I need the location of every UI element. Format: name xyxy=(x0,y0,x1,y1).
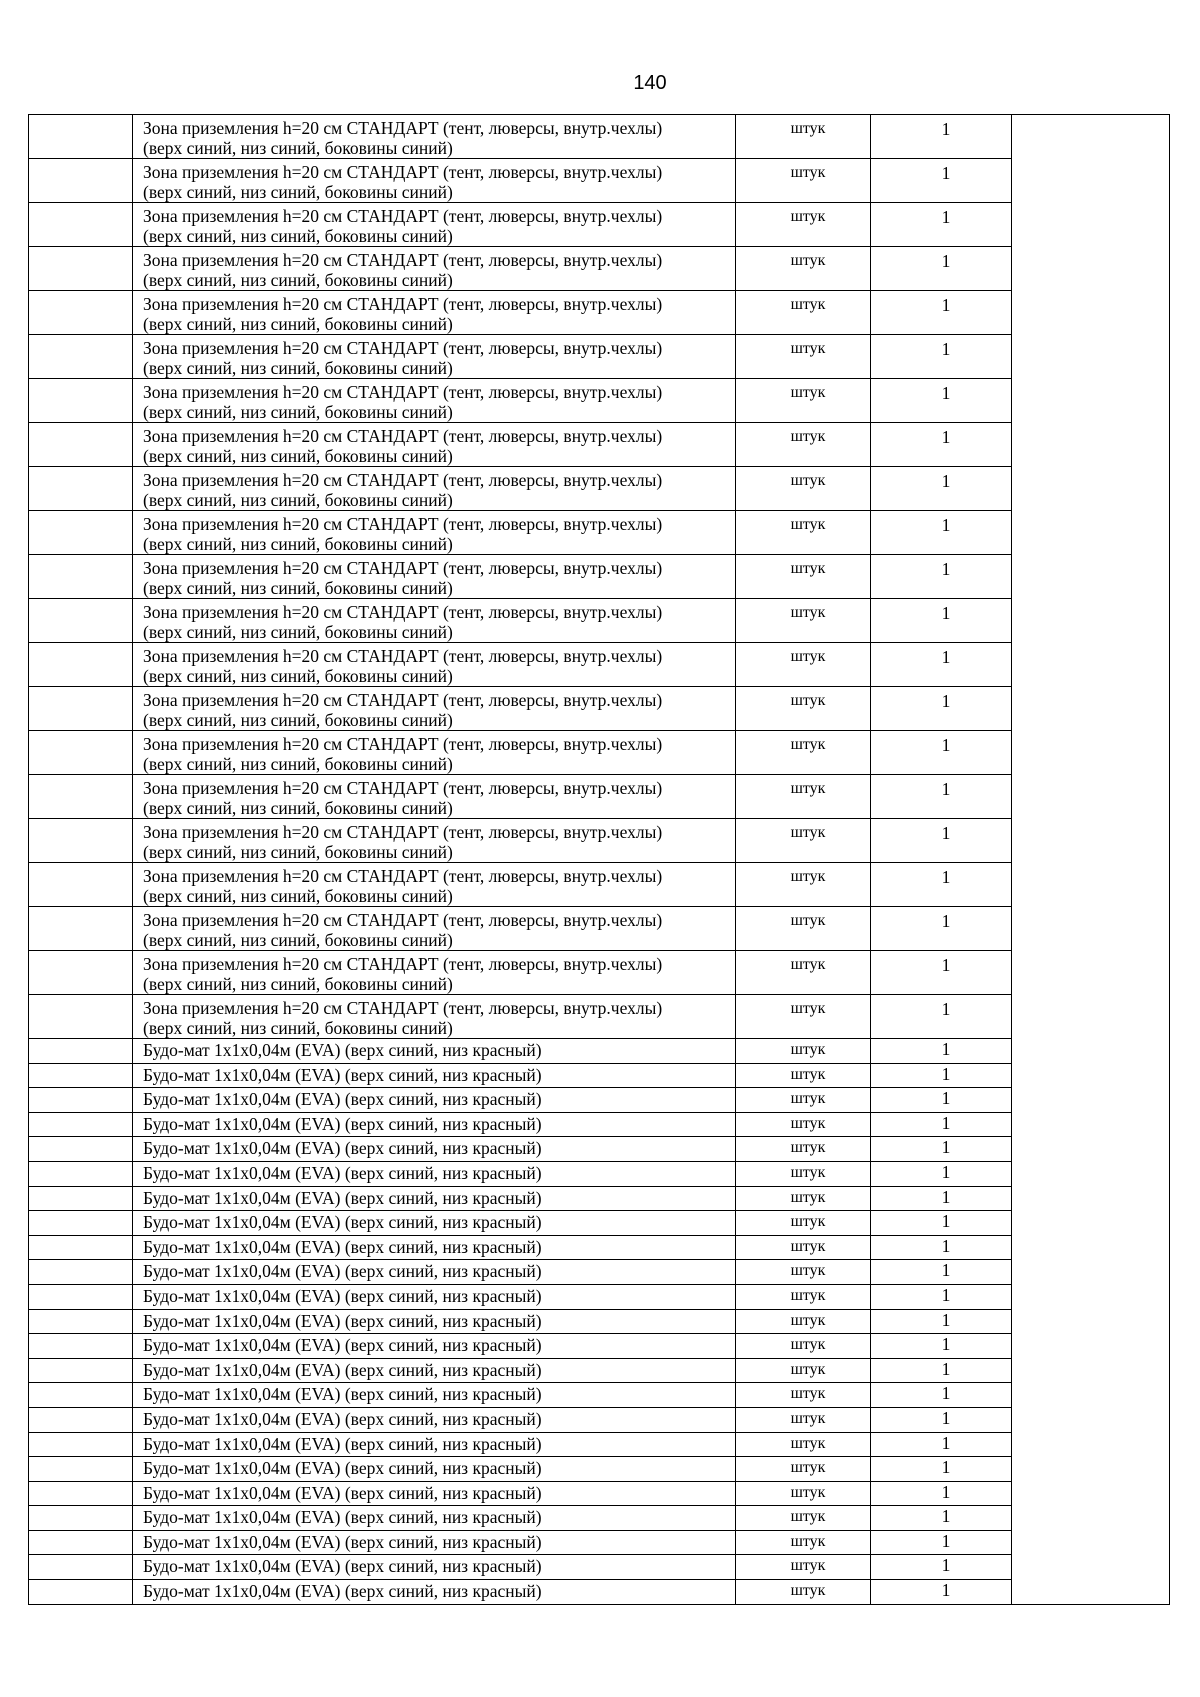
item-name-line-2: (верх синий, низ синий, боковины синий) xyxy=(143,710,453,730)
row-number-cell xyxy=(29,1088,133,1113)
item-name: Будо-мат 1x1x0,04м (EVA) (верх синий, низ красный) xyxy=(143,1384,542,1405)
note-cell xyxy=(1012,115,1170,1605)
item-name-cell xyxy=(133,863,736,907)
row-number-cell xyxy=(29,379,133,423)
item-name: Будо-мат 1x1x0,04м (EVA) (верх синий, низ красный) xyxy=(143,1064,542,1085)
unit-cell: штук xyxy=(736,599,871,643)
table-row xyxy=(29,1284,1170,1309)
table-row xyxy=(29,1383,1170,1408)
item-name-line-1: Зона приземления h=20 см СТАНДАРТ (тент, люверсы, внутр.чехлы) xyxy=(143,338,663,358)
item-name-cell xyxy=(133,1358,736,1383)
table-row xyxy=(29,115,1170,159)
item-name-cell xyxy=(133,731,736,775)
unit-cell: штук xyxy=(736,687,871,731)
item-name-line-2: (верх синий, низ синий, боковины синий) xyxy=(143,842,453,862)
item-name-line-1: Зона приземления h=20 см СТАНДАРТ (тент, люверсы, внутр.чехлы) xyxy=(143,646,663,666)
item-name-line-2: (верх синий, низ синий, боковины синий) xyxy=(143,138,453,158)
unit-cell: штук xyxy=(736,1235,871,1260)
row-number-cell xyxy=(29,1358,133,1383)
row-number-cell xyxy=(29,1334,133,1359)
unit-cell: штук xyxy=(736,643,871,687)
quantity-cell: 1 xyxy=(871,1186,1012,1211)
item-name-cell xyxy=(133,1186,736,1211)
table-row xyxy=(29,687,1170,731)
quantity-cell: 1 xyxy=(871,467,1012,511)
item-name-cell xyxy=(133,1530,736,1555)
item-name-cell xyxy=(133,379,736,423)
unit-cell: штук xyxy=(736,1186,871,1211)
item-name-line-1: Зона приземления h=20 см СТАНДАРТ (тент, люверсы, внутр.чехлы) xyxy=(143,382,663,402)
item-name-cell xyxy=(133,1555,736,1580)
item-name-line-1: Зона приземления h=20 см СТАНДАРТ (тент, люверсы, внутр.чехлы) xyxy=(143,602,663,622)
unit-cell: штук xyxy=(736,1039,871,1064)
item-name-line-2: (верх синий, низ синий, боковины синий) xyxy=(143,402,453,422)
unit-cell: штук xyxy=(736,203,871,247)
item-name: Будо-мат 1x1x0,04м (EVA) (верх синий, низ красный) xyxy=(143,1482,542,1503)
unit-cell: штук xyxy=(736,1383,871,1408)
item-name: Будо-мат 1x1x0,04м (EVA) (верх синий, низ красный) xyxy=(143,1236,542,1257)
item-name: Будо-мат 1x1x0,04м (EVA) (верх синий, низ красный) xyxy=(143,1089,542,1110)
table-row xyxy=(29,1137,1170,1162)
row-number-cell xyxy=(29,1506,133,1531)
quantity-cell: 1 xyxy=(871,643,1012,687)
row-number-cell xyxy=(29,819,133,863)
unit-cell: штук xyxy=(736,335,871,379)
quantity-cell: 1 xyxy=(871,1088,1012,1113)
item-name-cell xyxy=(133,1088,736,1113)
item-name-cell xyxy=(133,1580,736,1605)
item-name: Будо-мат 1x1x0,04м (EVA) (верх синий, низ красный) xyxy=(143,1138,542,1159)
table-row xyxy=(29,1063,1170,1088)
quantity-cell: 1 xyxy=(871,731,1012,775)
row-number-cell xyxy=(29,1407,133,1432)
item-name-line-1: Зона приземления h=20 см СТАНДАРТ (тент, люверсы, внутр.чехлы) xyxy=(143,470,663,490)
quantity-cell: 1 xyxy=(871,423,1012,467)
quantity-cell: 1 xyxy=(871,1284,1012,1309)
item-name-cell xyxy=(133,995,736,1039)
quantity-cell: 1 xyxy=(871,379,1012,423)
unit-cell: штук xyxy=(736,1506,871,1531)
item-name-line-1: Зона приземления h=20 см СТАНДАРТ (тент, люверсы, внутр.чехлы) xyxy=(143,822,663,842)
item-name-line-2: (верх синий, низ синий, боковины синий) xyxy=(143,490,453,510)
row-number-cell xyxy=(29,555,133,599)
table-row xyxy=(29,1211,1170,1236)
row-number-cell xyxy=(29,115,133,159)
unit-cell: штук xyxy=(736,1260,871,1285)
item-name-cell xyxy=(133,115,736,159)
row-number-cell xyxy=(29,643,133,687)
quantity-cell: 1 xyxy=(871,1112,1012,1137)
table-row xyxy=(29,1260,1170,1285)
quantity-cell: 1 xyxy=(871,1260,1012,1285)
quantity-cell: 1 xyxy=(871,599,1012,643)
row-number-cell xyxy=(29,335,133,379)
table-row xyxy=(29,731,1170,775)
item-name: Будо-мат 1x1x0,04м (EVA) (верх синий, низ красный) xyxy=(143,1359,542,1380)
item-name-cell xyxy=(133,1309,736,1334)
table-body xyxy=(29,115,1170,1605)
item-name-line-1: Зона приземления h=20 см СТАНДАРТ (тент, люверсы, внутр.чехлы) xyxy=(143,954,663,974)
item-name-line-1: Зона приземления h=20 см СТАНДАРТ (тент, люверсы, внутр.чехлы) xyxy=(143,910,663,930)
table-row xyxy=(29,1407,1170,1432)
item-name-line-1: Зона приземления h=20 см СТАНДАРТ (тент, люверсы, внутр.чехлы) xyxy=(143,206,663,226)
item-name: Будо-мат 1x1x0,04м (EVA) (верх синий, низ красный) xyxy=(143,1556,542,1577)
unit-cell: штук xyxy=(736,1481,871,1506)
table-row xyxy=(29,1112,1170,1137)
item-name-cell xyxy=(133,291,736,335)
item-name-line-2: (верх синий, низ синий, боковины синий) xyxy=(143,666,453,686)
item-name-cell xyxy=(133,1260,736,1285)
quantity-cell: 1 xyxy=(871,335,1012,379)
item-name-cell xyxy=(133,1334,736,1359)
item-name-line-2: (верх синий, низ синий, боковины синий) xyxy=(143,974,453,994)
quantity-cell: 1 xyxy=(871,511,1012,555)
table-row xyxy=(29,1432,1170,1457)
row-number-cell xyxy=(29,1383,133,1408)
row-number-cell xyxy=(29,1530,133,1555)
unit-cell: штук xyxy=(736,1555,871,1580)
item-name-cell xyxy=(133,1137,736,1162)
table-row xyxy=(29,1309,1170,1334)
row-number-cell xyxy=(29,423,133,467)
unit-cell: штук xyxy=(736,115,871,159)
unit-cell: штук xyxy=(736,1457,871,1482)
item-name: Будо-мат 1x1x0,04м (EVA) (верх синий, низ красный) xyxy=(143,1531,542,1552)
unit-cell: штук xyxy=(736,1580,871,1605)
item-name-cell xyxy=(133,1432,736,1457)
unit-cell: штук xyxy=(736,819,871,863)
item-name-cell xyxy=(133,511,736,555)
quantity-cell: 1 xyxy=(871,1407,1012,1432)
item-name-cell xyxy=(133,247,736,291)
row-number-cell xyxy=(29,511,133,555)
table-row xyxy=(29,423,1170,467)
item-name-cell xyxy=(133,1284,736,1309)
item-name-line-1: Зона приземления h=20 см СТАНДАРТ (тент, люверсы, внутр.чехлы) xyxy=(143,734,663,754)
equipment-table xyxy=(28,114,1170,1605)
item-name-line-2: (верх синий, низ синий, боковины синий) xyxy=(143,886,453,906)
quantity-cell: 1 xyxy=(871,951,1012,995)
item-name: Будо-мат 1x1x0,04м (EVA) (верх синий, низ красный) xyxy=(143,1433,542,1454)
item-name-line-2: (верх синий, низ синий, боковины синий) xyxy=(143,314,453,334)
quantity-cell: 1 xyxy=(871,819,1012,863)
table-row xyxy=(29,995,1170,1039)
item-name: Будо-мат 1x1x0,04м (EVA) (верх синий, низ красный) xyxy=(143,1285,542,1306)
unit-cell: штук xyxy=(736,995,871,1039)
row-number-cell xyxy=(29,599,133,643)
row-number-cell xyxy=(29,731,133,775)
item-name-cell xyxy=(133,951,736,995)
item-name-line-1: Зона приземления h=20 см СТАНДАРТ (тент, люверсы, внутр.чехлы) xyxy=(143,558,663,578)
unit-cell: штук xyxy=(736,1358,871,1383)
table-row xyxy=(29,1530,1170,1555)
item-name-line-2: (верх синий, низ синий, боковины синий) xyxy=(143,226,453,246)
item-name: Будо-мат 1x1x0,04м (EVA) (верх синий, низ красный) xyxy=(143,1162,542,1183)
item-name-cell xyxy=(133,775,736,819)
item-name-line-1: Зона приземления h=20 см СТАНДАРТ (тент, люверсы, внутр.чехлы) xyxy=(143,514,663,534)
item-name-cell xyxy=(133,1112,736,1137)
item-name: Будо-мат 1x1x0,04м (EVA) (верх синий, низ красный) xyxy=(143,1261,542,1282)
unit-cell: штук xyxy=(736,1334,871,1359)
quantity-cell: 1 xyxy=(871,115,1012,159)
table-row xyxy=(29,511,1170,555)
unit-cell: штук xyxy=(736,1284,871,1309)
table-row xyxy=(29,775,1170,819)
quantity-cell: 1 xyxy=(871,1063,1012,1088)
unit-cell: штук xyxy=(736,1063,871,1088)
unit-cell: штук xyxy=(736,423,871,467)
unit-cell: штук xyxy=(736,1432,871,1457)
item-name: Будо-мат 1x1x0,04м (EVA) (верх синий, низ красный) xyxy=(143,1212,542,1233)
table-row xyxy=(29,1555,1170,1580)
row-number-cell xyxy=(29,203,133,247)
quantity-cell: 1 xyxy=(871,159,1012,203)
row-number-cell xyxy=(29,1186,133,1211)
quantity-cell: 1 xyxy=(871,863,1012,907)
unit-cell: штук xyxy=(736,379,871,423)
item-name-cell xyxy=(133,1457,736,1482)
table-row xyxy=(29,467,1170,511)
item-name-line-2: (верх синий, низ синий, боковины синий) xyxy=(143,798,453,818)
item-name: Будо-мат 1x1x0,04м (EVA) (верх синий, низ красный) xyxy=(143,1335,542,1356)
quantity-cell: 1 xyxy=(871,995,1012,1039)
item-name: Будо-мат 1x1x0,04м (EVA) (верх синий, низ красный) xyxy=(143,1040,542,1060)
quantity-cell: 1 xyxy=(871,907,1012,951)
quantity-cell: 1 xyxy=(871,1235,1012,1260)
row-number-cell xyxy=(29,1555,133,1580)
table-row xyxy=(29,1481,1170,1506)
row-number-cell xyxy=(29,291,133,335)
item-name-line-2: (верх синий, низ синий, боковины синий) xyxy=(143,1018,453,1038)
unit-cell: штук xyxy=(736,1530,871,1555)
row-number-cell xyxy=(29,1235,133,1260)
item-name: Будо-мат 1x1x0,04м (EVA) (верх синий, низ красный) xyxy=(143,1113,542,1134)
item-name-cell xyxy=(133,1506,736,1531)
unit-cell: штук xyxy=(736,1407,871,1432)
item-name-line-2: (верх синий, низ синий, боковины синий) xyxy=(143,534,453,554)
item-name-line-2: (верх синий, низ синий, боковины синий) xyxy=(143,578,453,598)
table-row xyxy=(29,1039,1170,1064)
table-row xyxy=(29,159,1170,203)
item-name: Будо-мат 1x1x0,04м (EVA) (верх синий, низ красный) xyxy=(143,1187,542,1208)
row-number-cell xyxy=(29,1457,133,1482)
unit-cell: штук xyxy=(736,863,871,907)
table-row xyxy=(29,1235,1170,1260)
unit-cell: штук xyxy=(736,467,871,511)
item-name-cell xyxy=(133,1407,736,1432)
item-name-cell xyxy=(133,1235,736,1260)
quantity-cell: 1 xyxy=(871,247,1012,291)
quantity-cell: 1 xyxy=(871,1432,1012,1457)
item-name-line-2: (верх синий, низ синий, боковины синий) xyxy=(143,754,453,774)
row-number-cell xyxy=(29,247,133,291)
item-name-line-2: (верх синий, низ синий, боковины синий) xyxy=(143,930,453,950)
unit-cell: штук xyxy=(736,1309,871,1334)
row-number-cell xyxy=(29,1309,133,1334)
item-name-cell xyxy=(133,467,736,511)
table-row xyxy=(29,291,1170,335)
row-number-cell xyxy=(29,1039,133,1064)
row-number-cell xyxy=(29,907,133,951)
row-number-cell xyxy=(29,995,133,1039)
table-row xyxy=(29,1580,1170,1605)
item-name-cell xyxy=(133,1063,736,1088)
unit-cell: штук xyxy=(736,247,871,291)
item-name-cell xyxy=(133,907,736,951)
page-number: 140 xyxy=(633,72,667,94)
quantity-cell: 1 xyxy=(871,1161,1012,1186)
unit-cell: штук xyxy=(736,951,871,995)
item-name-line-2: (верх синий, низ синий, боковины синий) xyxy=(143,182,453,202)
unit-cell: штук xyxy=(736,1112,871,1137)
row-number-cell xyxy=(29,1580,133,1605)
row-number-cell xyxy=(29,1481,133,1506)
row-number-cell xyxy=(29,863,133,907)
item-name-line-1: Зона приземления h=20 см СТАНДАРТ (тент, люверсы, внутр.чехлы) xyxy=(143,250,663,270)
row-number-cell xyxy=(29,1284,133,1309)
item-name-line-2: (верх синий, низ синий, боковины синий) xyxy=(143,446,453,466)
quantity-cell: 1 xyxy=(871,1530,1012,1555)
item-name: Будо-мат 1x1x0,04м (EVA) (верх синий, низ красный) xyxy=(143,1507,542,1528)
quantity-cell: 1 xyxy=(871,1506,1012,1531)
item-name-line-2: (верх синий, низ синий, боковины синий) xyxy=(143,622,453,642)
unit-cell: штук xyxy=(736,731,871,775)
unit-cell: штук xyxy=(736,1161,871,1186)
quantity-cell: 1 xyxy=(871,1039,1012,1064)
item-name-line-1: Зона приземления h=20 см СТАНДАРТ (тент, люверсы, внутр.чехлы) xyxy=(143,690,663,710)
table-row xyxy=(29,379,1170,423)
table-row xyxy=(29,1334,1170,1359)
table-row xyxy=(29,203,1170,247)
item-name-line-1: Зона приземления h=20 см СТАНДАРТ (тент, люверсы, внутр.чехлы) xyxy=(143,426,663,446)
table-row xyxy=(29,643,1170,687)
row-number-cell xyxy=(29,1260,133,1285)
item-name-cell xyxy=(133,1211,736,1236)
quantity-cell: 1 xyxy=(871,1580,1012,1605)
item-name-line-1: Зона приземления h=20 см СТАНДАРТ (тент, люверсы, внутр.чехлы) xyxy=(143,998,663,1018)
table-row xyxy=(29,1088,1170,1113)
quantity-cell: 1 xyxy=(871,203,1012,247)
table-row xyxy=(29,247,1170,291)
quantity-cell: 1 xyxy=(871,1137,1012,1162)
item-name-cell xyxy=(133,159,736,203)
table-row xyxy=(29,863,1170,907)
quantity-cell: 1 xyxy=(871,1211,1012,1236)
unit-cell: штук xyxy=(736,159,871,203)
item-name: Будо-мат 1x1x0,04м (EVA) (верх синий, низ красный) xyxy=(143,1408,542,1429)
unit-cell: штук xyxy=(736,775,871,819)
table-row xyxy=(29,335,1170,379)
unit-cell: штук xyxy=(736,555,871,599)
quantity-cell: 1 xyxy=(871,1457,1012,1482)
row-number-cell xyxy=(29,1161,133,1186)
unit-cell: штук xyxy=(736,511,871,555)
item-name-cell xyxy=(133,1481,736,1506)
item-name-cell xyxy=(133,1383,736,1408)
item-name-cell xyxy=(133,599,736,643)
item-name-line-1: Зона приземления h=20 см СТАНДАРТ (тент, люверсы, внутр.чехлы) xyxy=(143,118,663,138)
quantity-cell: 1 xyxy=(871,687,1012,731)
table-row xyxy=(29,555,1170,599)
row-number-cell xyxy=(29,1432,133,1457)
item-name: Будо-мат 1x1x0,04м (EVA) (верх синий, низ красный) xyxy=(143,1458,542,1479)
item-name-cell xyxy=(133,819,736,863)
quantity-cell: 1 xyxy=(871,555,1012,599)
quantity-cell: 1 xyxy=(871,1334,1012,1359)
item-name-line-1: Зона приземления h=20 см СТАНДАРТ (тент, люверсы, внутр.чехлы) xyxy=(143,294,663,314)
table-row xyxy=(29,1506,1170,1531)
table-row xyxy=(29,907,1170,951)
row-number-cell xyxy=(29,1112,133,1137)
unit-cell: штук xyxy=(736,1137,871,1162)
item-name-line-1: Зона приземления h=20 см СТАНДАРТ (тент, люверсы, внутр.чехлы) xyxy=(143,778,663,798)
table-row xyxy=(29,819,1170,863)
quantity-cell: 1 xyxy=(871,1481,1012,1506)
quantity-cell: 1 xyxy=(871,1383,1012,1408)
row-number-cell xyxy=(29,1063,133,1088)
item-name: Будо-мат 1x1x0,04м (EVA) (верх синий, низ красный) xyxy=(143,1581,542,1602)
item-name-line-1: Зона приземления h=20 см СТАНДАРТ (тент, люверсы, внутр.чехлы) xyxy=(143,866,663,886)
item-name-line-2: (верх синий, низ синий, боковины синий) xyxy=(143,270,453,290)
item-name-cell xyxy=(133,335,736,379)
quantity-cell: 1 xyxy=(871,1309,1012,1334)
row-number-cell xyxy=(29,159,133,203)
row-number-cell xyxy=(29,775,133,819)
item-name-cell xyxy=(133,643,736,687)
item-name-cell xyxy=(133,203,736,247)
item-name-line-2: (верх синий, низ синий, боковины синий) xyxy=(143,358,453,378)
row-number-cell xyxy=(29,1137,133,1162)
row-number-cell xyxy=(29,467,133,511)
item-name-cell xyxy=(133,687,736,731)
table-row xyxy=(29,1161,1170,1186)
table-row xyxy=(29,1186,1170,1211)
item-name-cell xyxy=(133,423,736,467)
table-row xyxy=(29,599,1170,643)
table-row xyxy=(29,1358,1170,1383)
row-number-cell xyxy=(29,687,133,731)
item-name-cell xyxy=(133,555,736,599)
item-name-cell xyxy=(133,1161,736,1186)
item-name: Будо-мат 1x1x0,04м (EVA) (верх синий, низ красный) xyxy=(143,1310,542,1331)
table-row xyxy=(29,951,1170,995)
quantity-cell: 1 xyxy=(871,1555,1012,1580)
unit-cell: штук xyxy=(736,1211,871,1236)
row-number-cell xyxy=(29,951,133,995)
table-row xyxy=(29,1457,1170,1482)
item-name-cell xyxy=(133,1039,736,1064)
quantity-cell: 1 xyxy=(871,291,1012,335)
row-number-cell xyxy=(29,1211,133,1236)
unit-cell: штук xyxy=(736,1088,871,1113)
item-name-line-1: Зона приземления h=20 см СТАНДАРТ (тент, люверсы, внутр.чехлы) xyxy=(143,162,663,182)
unit-cell: штук xyxy=(736,291,871,335)
unit-cell: штук xyxy=(736,907,871,951)
quantity-cell: 1 xyxy=(871,1358,1012,1383)
quantity-cell: 1 xyxy=(871,775,1012,819)
